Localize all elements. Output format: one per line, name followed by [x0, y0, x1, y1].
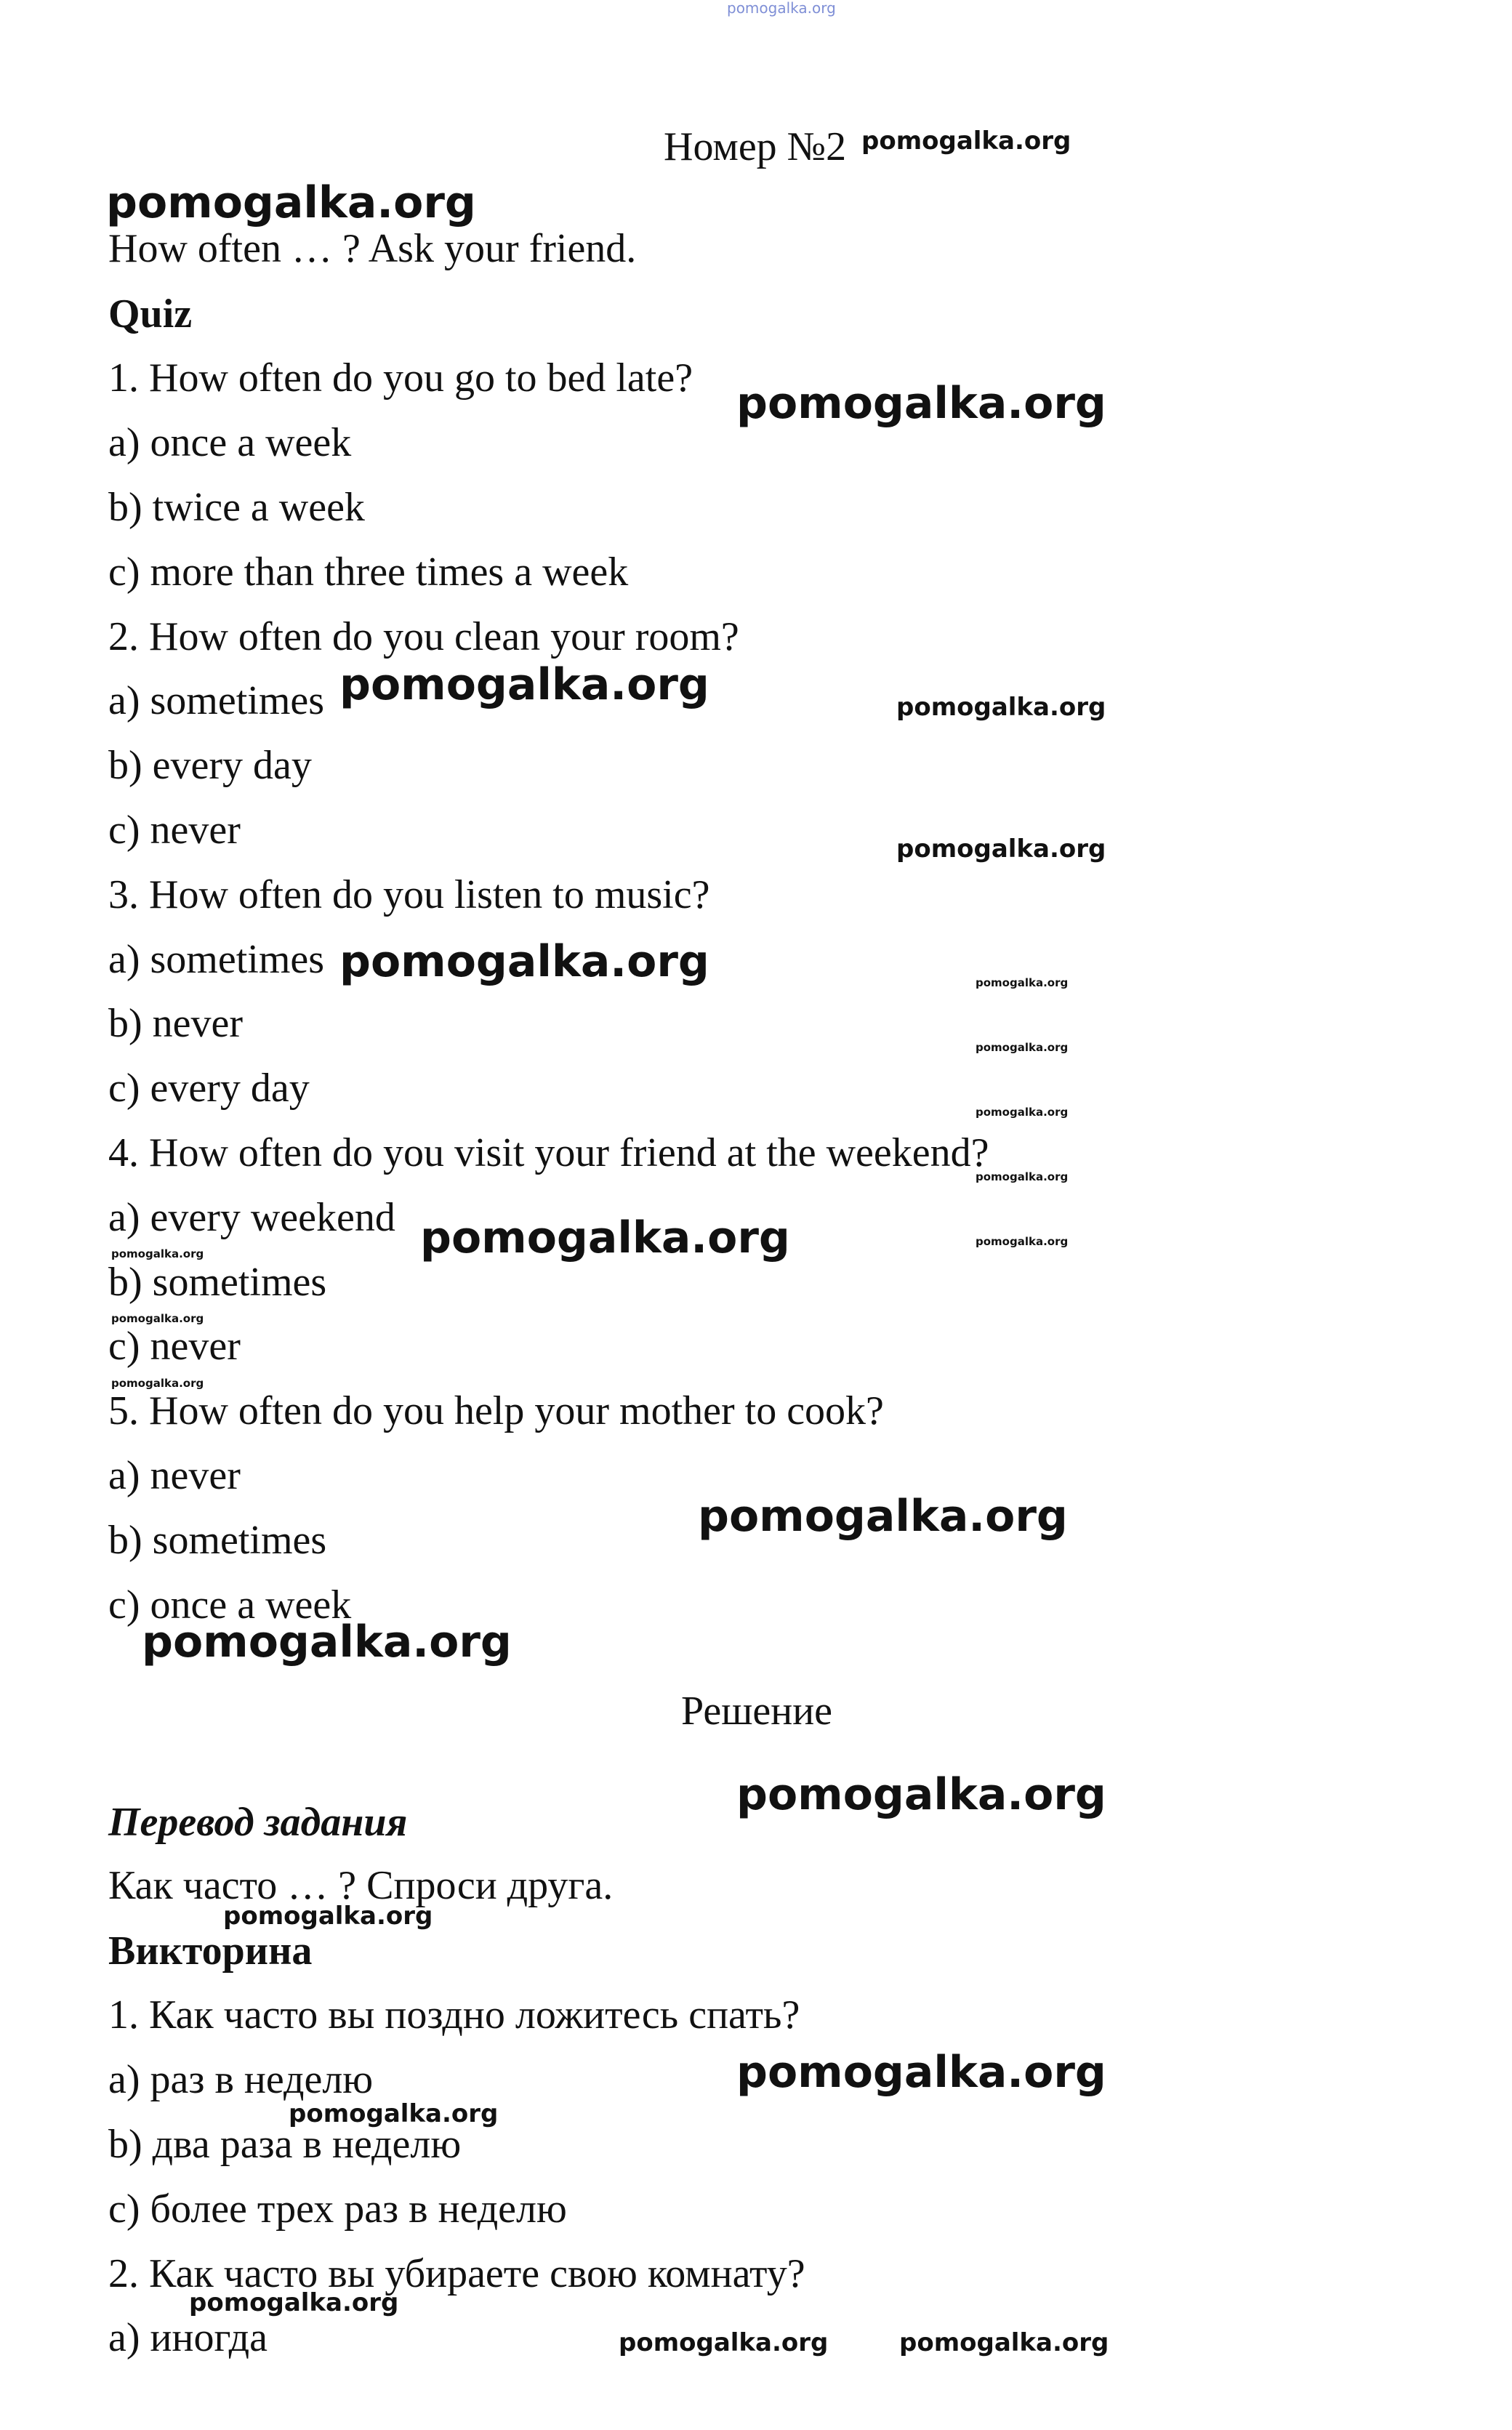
- translation-answer-2a: a) иногда: [108, 2315, 268, 2360]
- answer-1b: b) twice a week: [108, 485, 365, 530]
- quiz-heading: Quiz: [108, 291, 193, 337]
- watermark: pomogalka.org: [111, 1247, 204, 1260]
- question-5: 5. How often do you help your mother to cook?: [108, 1388, 884, 1433]
- watermark: pomogalka.org: [111, 1312, 204, 1325]
- watermark: pomogalka.org: [976, 1041, 1069, 1054]
- answer-2a: a) sometimes: [108, 678, 325, 723]
- watermark: pomogalka.org: [976, 1106, 1069, 1119]
- watermark: pomogalka.org: [896, 693, 1106, 722]
- answer-3b: b) never: [108, 1001, 244, 1046]
- answer-1c: c) more than three times a week: [108, 550, 629, 595]
- watermark: pomogalka.org: [142, 1617, 512, 1667]
- watermark: pomogalka.org: [976, 1170, 1069, 1183]
- watermark: pomogalka.org: [861, 126, 1071, 156]
- watermark: pomogalka.org: [289, 2099, 499, 2128]
- answer-2c: c) never: [108, 808, 241, 853]
- watermark: pomogalka.org: [339, 659, 709, 710]
- watermark: pomogalka.org: [976, 976, 1069, 989]
- solution-heading: Решение: [681, 1689, 833, 1734]
- watermark: pomogalka.org: [976, 1235, 1069, 1248]
- translation-question-2: 2. Как часто вы убираете свою комнату?: [108, 2251, 805, 2296]
- answer-4a: a) every weekend: [108, 1195, 395, 1240]
- translation-answer-1a: a) раз в неделю: [108, 2057, 374, 2102]
- watermark: pomogalka.org: [619, 2328, 829, 2357]
- answer-4c: c) never: [108, 1324, 241, 1369]
- translation-question-1: 1. Как часто вы поздно ложитесь спать?: [108, 1992, 800, 2037]
- task-instruction: How often … ? Ask your friend.: [108, 226, 637, 271]
- quiz-heading-ru: Викторина: [108, 1928, 313, 1974]
- translation-answer-1b: b) два раза в неделю: [108, 2122, 462, 2167]
- watermark: pomogalka.org: [736, 2047, 1106, 2098]
- watermark: pomogalka.org: [106, 177, 476, 228]
- answer-5a: a) never: [108, 1453, 241, 1498]
- answer-3a: a) sometimes: [108, 937, 325, 982]
- watermark: pomogalka.org: [189, 2288, 399, 2317]
- watermark: pomogalka.org: [698, 1491, 1068, 1542]
- watermark: pomogalka.org: [111, 1377, 204, 1390]
- question-2: 2. How often do you clean your room?: [108, 614, 739, 659]
- answer-4b: b) sometimes: [108, 1260, 327, 1305]
- answer-1a: a) once a week: [108, 420, 352, 465]
- watermark: pomogalka.org: [736, 1769, 1106, 1820]
- answer-3c: c) every day: [108, 1066, 310, 1111]
- watermark: pomogalka.org: [339, 936, 709, 987]
- watermark: pomogalka.org: [736, 378, 1106, 429]
- watermark: pomogalka.org: [899, 2328, 1109, 2357]
- watermark: pomogalka.org: [420, 1212, 790, 1263]
- answer-5c: c) once a week: [108, 1582, 352, 1628]
- watermark: pomogalka.org: [223, 1902, 433, 1931]
- translation-instruction: Как часто … ? Спроси друга.: [108, 1863, 614, 1908]
- watermark: pomogalka.org: [896, 834, 1106, 864]
- question-1: 1. How often do you go to bed late?: [108, 355, 693, 401]
- top-watermark: pomogalka.org: [727, 0, 836, 17]
- question-3: 3. How often do you listen to music?: [108, 872, 710, 917]
- answer-5b: b) sometimes: [108, 1518, 327, 1563]
- question-4: 4. How often do you visit your friend at the weekend?: [108, 1130, 989, 1175]
- page-title: Номер №2: [664, 124, 847, 169]
- translation-heading: Перевод задания: [108, 1800, 408, 1845]
- answer-2b: b) every day: [108, 743, 312, 788]
- translation-answer-1c: c) более трех раз в неделю: [108, 2186, 567, 2232]
